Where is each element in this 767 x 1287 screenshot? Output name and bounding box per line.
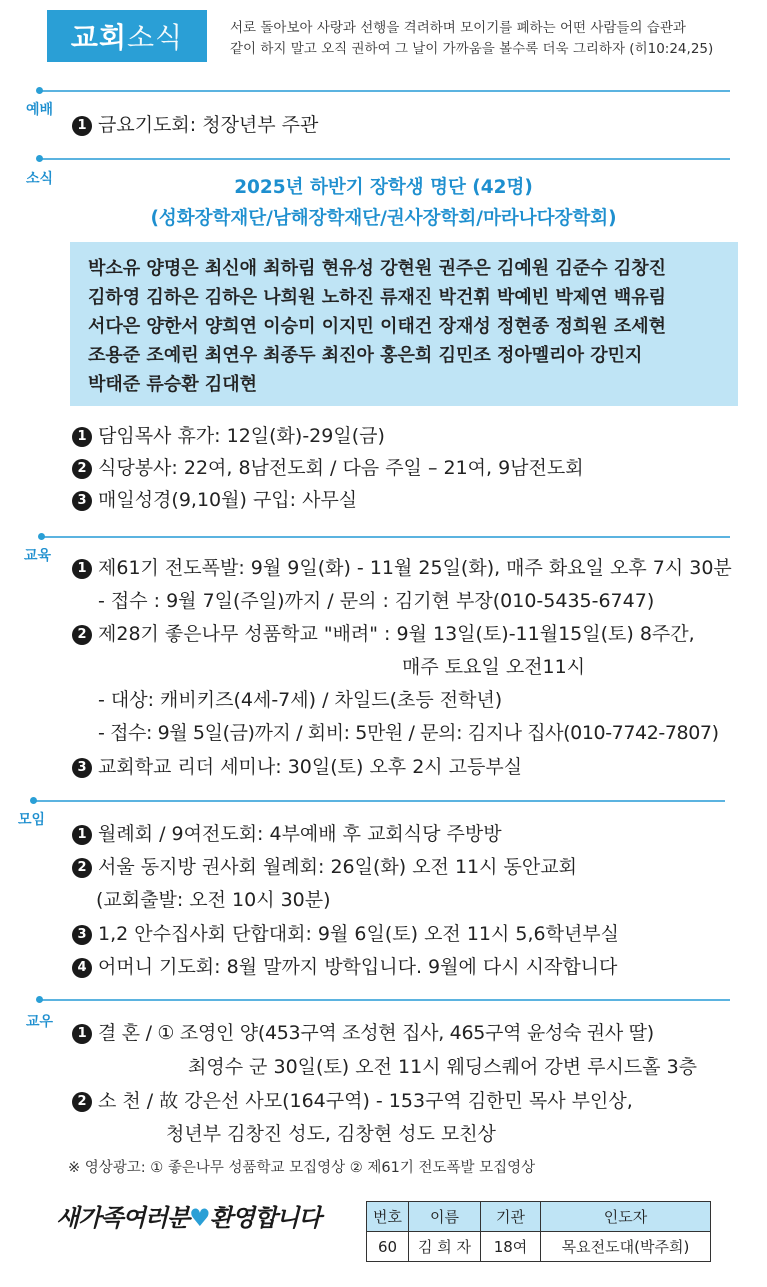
meeting-continuation: (교회출발: 오전 10시 30분) — [96, 889, 331, 911]
table-cell: 60 — [367, 1232, 409, 1262]
names-line: 박태준 류승환 김대현 — [88, 374, 258, 395]
section-label-members: 교우 — [26, 1014, 54, 1030]
table-header: 이름 — [408, 1202, 480, 1232]
worship-item-text: 금요기도회: 청장년부 주관 — [98, 114, 319, 136]
bible-verse — [230, 18, 750, 60]
number-badge: 1 — [72, 1024, 92, 1044]
news-item-text: 담임목사 휴가: 12일(화)-29일(금) — [98, 425, 385, 447]
section-label-worship: 예배 — [26, 102, 54, 118]
banner-title-light: 소식 — [127, 21, 184, 54]
number-badge: 2 — [72, 858, 92, 878]
education-subline: - 대상: 캐비키즈(4세-7세) / 차일드(초등 전학년) — [98, 689, 503, 711]
education-item-text: 제61기 전도폭발: 9월 9일(화) - 11월 25일(화), 매주 화요일 오후 7시 30분 — [98, 557, 732, 579]
worship-item — [72, 111, 318, 139]
number-badge: 1 — [72, 427, 92, 447]
education-item — [72, 620, 695, 648]
meeting-item-text: 서울 동지방 권사회 월례회: 26일(화) 오전 11시 동안교회 — [98, 856, 577, 878]
members-item-text: 소 천 / 故 강은선 사모(164구역) - 153구역 김한민 목사 부인상, — [98, 1090, 633, 1112]
members-continuation: 청년부 김창진 성도, 김창현 성도 모친상 — [166, 1123, 496, 1145]
divider — [40, 536, 730, 538]
meeting-item — [72, 920, 619, 948]
news-item-text: 식당봉사: 22여, 8남전도회 / 다음 주일 – 21여, 9남전도회 — [98, 457, 584, 479]
banner-title-bold: 교회 — [70, 21, 127, 54]
number-badge: 1 — [72, 116, 92, 136]
scholarship-subtitle: (성화장학재단/남해장학재단/권사장학회/마라나다장학회) — [150, 208, 617, 229]
scholarship-title: 2025년 하반기 장학생 명단 (42명) — [234, 177, 533, 198]
members-item — [72, 1087, 633, 1115]
news-item-text: 매일성경(9,10월) 구입: 사무실 — [98, 489, 358, 511]
education-item-text: 제28기 좋은나무 성품학교 "배려" : 9월 13일(토)-11월15일(토) 8주간, — [98, 623, 695, 645]
scholarship-names-box — [70, 242, 738, 406]
divider — [38, 90, 730, 92]
heart-icon: ♥ — [189, 1204, 210, 1232]
divider — [32, 800, 725, 802]
divider-dot — [30, 797, 37, 804]
welcome-text: 새가족여러분 — [56, 1204, 190, 1232]
divider-dot — [36, 996, 43, 1003]
section-label-meeting: 모임 — [18, 812, 46, 828]
names-line: 박소유 양명은 최신애 최하림 현유성 강현원 권주은 김예원 김준수 김창진 — [88, 258, 667, 279]
divider-dot — [36, 155, 43, 162]
members-item-text: 결 혼 / ① 조영인 양(453구역 조성현 집사, 465구역 윤성숙 권사 딸) — [98, 1022, 654, 1044]
number-badge: 4 — [72, 958, 92, 978]
education-item — [72, 753, 522, 781]
names-line: 조용준 조예린 최연우 최종두 최진아 홍은희 김민조 정아멜리아 강민지 — [88, 345, 643, 366]
meeting-item — [72, 953, 617, 981]
number-badge: 1 — [72, 825, 92, 845]
number-badge: 2 — [72, 459, 92, 479]
table-header: 번호 — [367, 1202, 409, 1232]
education-item-text: 교회학교 리더 세미나: 30일(토) 오후 2시 고등부실 — [98, 756, 523, 778]
number-badge: 3 — [72, 758, 92, 778]
number-badge: 1 — [72, 559, 92, 579]
table-cell: 목요전도대(박주희) — [540, 1232, 710, 1262]
verse-line: 같이 하지 말고 오직 권하여 그 날이 가까움을 볼수록 더욱 그리하자 (히10:24,25) — [230, 41, 714, 57]
education-continuation: 매주 토요일 오전11시 — [402, 656, 586, 678]
divider-dot — [36, 87, 43, 94]
number-badge: 2 — [72, 625, 92, 645]
news-item — [72, 454, 584, 482]
table-cell: 김 희 자 — [408, 1232, 480, 1262]
table-row — [367, 1232, 711, 1262]
news-item — [72, 422, 385, 450]
divider — [38, 999, 730, 1001]
table-header: 기관 — [480, 1202, 540, 1232]
divider-dot — [38, 533, 45, 540]
education-subline: - 접수 : 9월 7일(주일)까지 / 문의 : 김기현 부장(010-5435-6747) — [98, 590, 655, 612]
meeting-item-text: 어머니 기도회: 8월 말까지 방학입니다. 9월에 다시 시작합니다 — [98, 956, 618, 978]
welcome-message — [56, 1198, 321, 1233]
verse-line: 서로 돌아보아 사랑과 선행을 격려하며 모이기를 폐하는 어떤 사람들의 습관과 — [230, 20, 686, 36]
divider — [38, 158, 730, 160]
table-header: 인도자 — [540, 1202, 710, 1232]
meeting-item — [72, 853, 577, 881]
members-item — [72, 1019, 654, 1047]
meeting-item-text: 월례회 / 9여전도회: 4부예배 후 교회식당 주방방 — [98, 823, 502, 845]
table-header-row — [367, 1202, 711, 1232]
names-line: 김하영 김하은 김하은 나희원 노하진 류재진 박건휘 박예빈 박제연 백유림 — [88, 287, 667, 308]
section-banner — [47, 10, 207, 62]
video-ad-note: ※ 영상광고: ① 좋은나무 성품학교 모집영상 ② 제61기 전도폭발 모집영상 — [68, 1160, 536, 1176]
meeting-item — [72, 820, 502, 848]
members-continuation: 최영수 군 30일(토) 오전 11시 웨딩스퀘어 강변 루시드홀 3층 — [188, 1056, 698, 1078]
education-subline: - 접수: 9월 5일(금)까지 / 회비: 5만원 / 문의: 김지나 집사(010-7742-7807) — [98, 722, 719, 744]
education-item — [72, 554, 732, 582]
news-item — [72, 486, 357, 514]
meeting-item-text: 1,2 안수집사회 단합대회: 9월 6일(토) 오전 11시 5,6학년부실 — [98, 923, 620, 945]
section-label-news: 소식 — [26, 171, 54, 187]
names-line: 서다은 양한서 양희연 이승미 이지민 이태건 장재성 정현종 정희원 조세현 — [88, 316, 667, 337]
table-cell: 18여 — [480, 1232, 540, 1262]
newcomer-table — [366, 1201, 711, 1262]
number-badge: 3 — [72, 925, 92, 945]
number-badge: 2 — [72, 1092, 92, 1112]
section-label-education: 교육 — [24, 548, 52, 564]
welcome-text: 환영합니다 — [209, 1204, 321, 1232]
number-badge: 3 — [72, 491, 92, 511]
